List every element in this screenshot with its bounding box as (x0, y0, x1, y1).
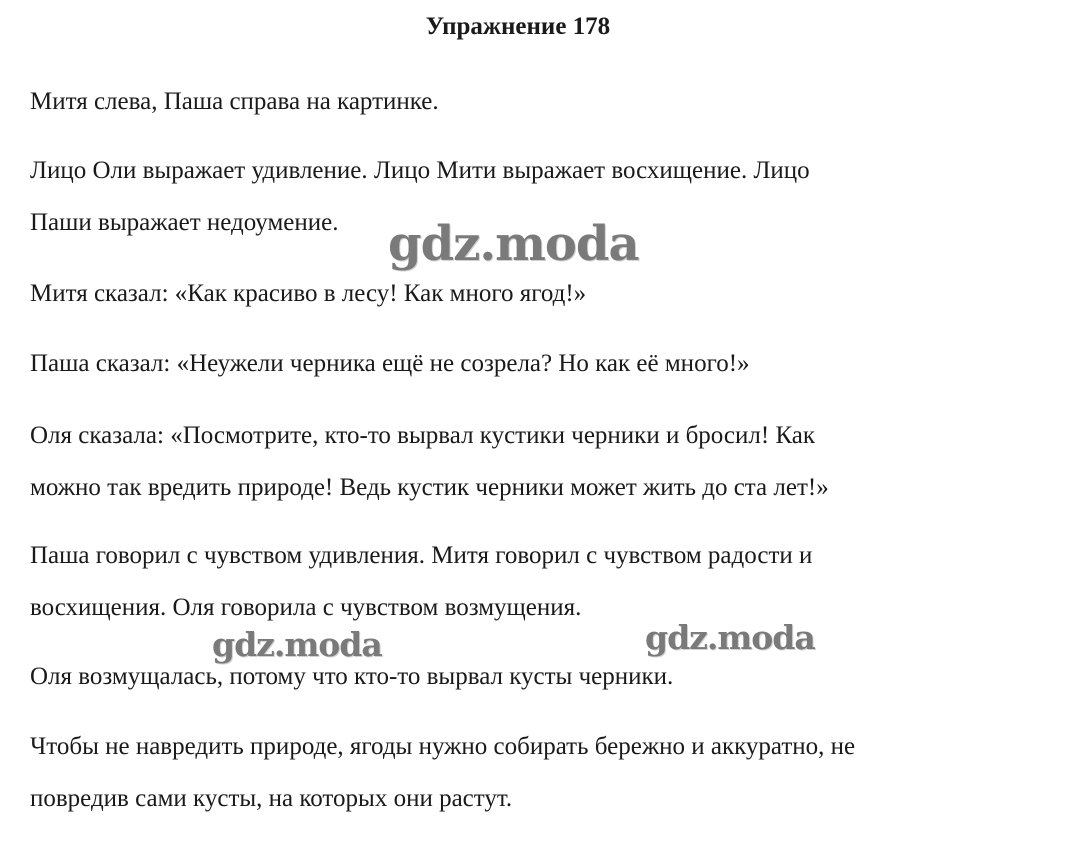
exercise-title: Упражнение 178 (425, 13, 611, 40)
watermark-logo: gdz.moda (388, 216, 639, 272)
paragraph-6 (30, 530, 1040, 634)
text-line: Чтобы не навредить природе, ягоды нужно собирать бережно и аккуратно, не (30, 733, 856, 760)
paragraph-8 (30, 721, 1040, 825)
watermark-logo: gdz.moda (212, 625, 382, 664)
text-line: Оля возмущалась, потому что кто-то вырвал кусты черники. (30, 663, 674, 690)
paragraph-4 (30, 338, 1040, 390)
text-line: Оля сказала: «Посмотрите, кто-то вырвал кустики черники и бросил! Как (30, 422, 816, 449)
text-line: Лицо Оли выражает удивление. Лицо Мити выражает восхищение. Лицо (30, 157, 810, 184)
paragraph-1 (30, 76, 1040, 128)
watermark-logo: gdz.moda (645, 618, 815, 657)
paragraph-5 (30, 410, 1040, 514)
paragraph-3 (30, 268, 1040, 320)
text-line: Митя сказал: «Как красиво в лесу! Как много ягод!» (30, 280, 587, 307)
text-line: Паши выражает недоумение. (30, 209, 339, 236)
text-line: можно так вредить природе! Ведь кустик черники может жить до ста лет!» (30, 474, 829, 501)
text-line: Митя слева, Паша справа на картинке. (30, 88, 439, 115)
paragraph-7 (30, 651, 1040, 703)
text-line: восхищения. Оля говорила с чувством возмущения. (30, 594, 582, 621)
text-line: повредив сами кусты, на которых они растут. (30, 785, 513, 812)
text-line: Паша сказал: «Неужели черника ещё не созрела? Но как её много!» (30, 350, 750, 377)
text-line: Паша говорил с чувством удивления. Митя говорил с чувством радости и (30, 542, 813, 569)
